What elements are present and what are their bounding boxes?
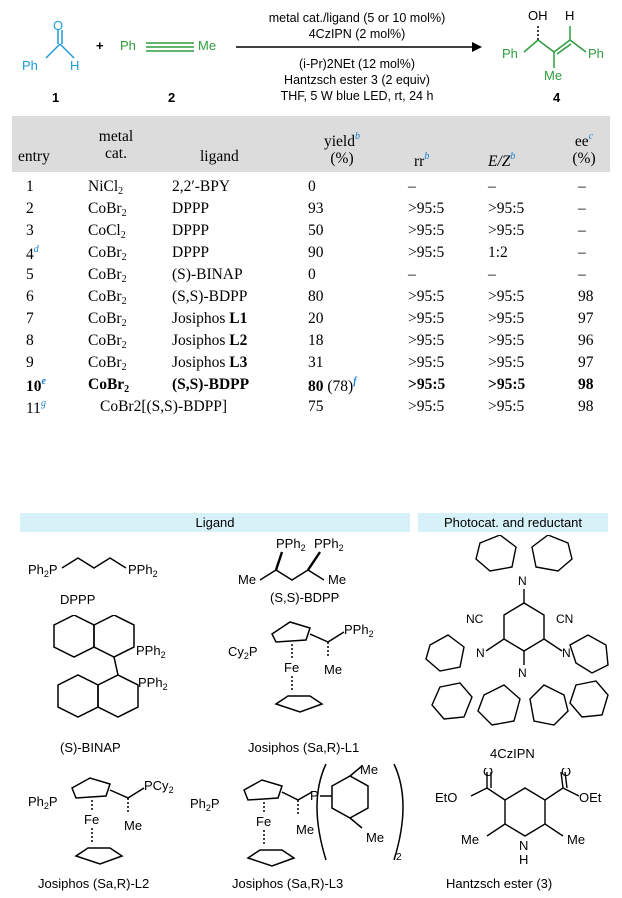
- cell-metal: CoBr$_2$: [88, 288, 127, 307]
- cell-ligand: DPPP: [172, 222, 210, 239]
- czipn-structure: [420, 535, 615, 745]
- cell-metal: CoBr2[(S,S)-BDPP]: [100, 398, 228, 415]
- svg-text:NC: NC: [466, 612, 484, 626]
- svg-text:Ph2P: $Ph_2P$: [28, 562, 58, 579]
- svg-text:Fe: Fe: [284, 660, 300, 675]
- cell-rr: >95:5: [408, 288, 445, 305]
- cell-yield: 90: [308, 244, 324, 261]
- header-metal: metal cat.: [98, 128, 134, 162]
- cell-ligand: (S,S)-BDPP: [172, 288, 248, 305]
- binap-structure: [28, 615, 198, 735]
- svg-text:Ph2P: $Ph_2P$: [28, 794, 58, 811]
- svg-text:CN: CN: [556, 612, 574, 626]
- cell-rr: >95:5: [408, 222, 445, 239]
- svg-text:Ph2P: $Ph_2P$: [190, 796, 220, 813]
- cell-ez: 1:2: [488, 244, 508, 261]
- svg-text:N: N: [518, 574, 527, 588]
- svg-text:O: O: [483, 768, 494, 779]
- cell-rr: –: [408, 178, 416, 195]
- cell-ez: >95:5: [488, 398, 525, 415]
- condition-line-1: metal cat./ligand (5 or 10 mol%): [268, 11, 446, 25]
- header-ez: $E/Z^b$: [488, 151, 516, 170]
- label-l3: Josiphos (Sa,R)-L3: [232, 876, 344, 891]
- cell-ez: >95:5: [488, 222, 525, 239]
- cell-metal: CoBr$_2$: [88, 332, 127, 351]
- cell-ez: >95:5: [488, 332, 525, 349]
- cell-metal: CoBr$_2$: [88, 354, 127, 373]
- cell-ligand: DPPP: [172, 244, 210, 261]
- svg-text:PPh2: PPh$_2$: [314, 536, 344, 553]
- table-row: [0, 310, 622, 332]
- table-row: [0, 222, 622, 244]
- table-row: [0, 266, 622, 288]
- reaction-arrow: [236, 40, 482, 54]
- cell-rr: >95:5: [408, 332, 445, 349]
- svg-text:PPh2: PPh$_2$: [136, 643, 166, 660]
- cell-ee: –: [578, 244, 586, 261]
- cell-ligand: Josiphos L2: [172, 332, 248, 349]
- cell-ee: 97: [578, 354, 594, 371]
- ligand-header: Ligand: [20, 513, 410, 532]
- cell-yield: 50: [308, 222, 324, 239]
- cell-ez: –: [488, 178, 496, 195]
- cell-ligand: (S)-BINAP: [172, 266, 243, 283]
- atom-ph-left: Ph: [502, 46, 518, 61]
- cell-yield: 0: [308, 266, 316, 283]
- header-ee: $ee^c$ (%): [572, 131, 596, 167]
- atom-me: Me: [198, 38, 217, 53]
- atom-o: O: [53, 18, 64, 33]
- cell-yield: 80 $(78)^f$: [308, 376, 357, 395]
- svg-text:PPh2: PPh$_2$: [128, 562, 158, 579]
- cell-metal: CoBr$_2$: [88, 376, 130, 395]
- cell-rr: >95:5: [408, 310, 445, 327]
- svg-text:EtO: EtO: [435, 790, 458, 805]
- svg-text:H: H: [519, 852, 529, 867]
- cell-metal: CoBr$_2$: [88, 266, 127, 285]
- svg-text:Fe: Fe: [256, 814, 272, 829]
- svg-text:Me: Me: [296, 822, 315, 837]
- cell-entry: 11$^g$: [26, 398, 46, 417]
- cell-ligand: (S,S)-BDPP: [172, 376, 250, 393]
- cell-rr: >95:5: [408, 376, 446, 393]
- cell-entry: 5: [26, 266, 34, 283]
- cell-ez: >95:5: [488, 200, 525, 217]
- svg-text:2: 2: [396, 852, 402, 863]
- cell-metal: CoCl$_2$: [88, 222, 126, 241]
- table-row: [0, 354, 622, 376]
- cell-entry: 9: [26, 354, 34, 371]
- svg-text:Cy2P: $Cy_2P$: [228, 644, 258, 661]
- hantzsch-ester-structure: [425, 768, 615, 873]
- cell-entry: 1: [26, 178, 34, 195]
- cell-entry: 6: [26, 288, 34, 305]
- svg-text:PPh2: PPh$_2$: [138, 675, 168, 692]
- label-hantzsch: Hantzsch ester (3): [446, 876, 553, 891]
- cell-yield: 75: [308, 398, 324, 415]
- svg-text:N: N: [562, 646, 571, 660]
- header-entry: entry: [18, 148, 50, 165]
- svg-text:Me: Me: [238, 572, 257, 587]
- cell-entry: 3: [26, 222, 34, 239]
- cell-rr: >95:5: [408, 354, 445, 371]
- josiphos-l3-structure: [190, 762, 415, 874]
- cell-ee: 98: [578, 376, 594, 393]
- compound-label-4: 4: [553, 90, 561, 105]
- svg-text:PCy2: PCy$_2$: [144, 778, 174, 795]
- label-binap: (S)-BINAP: [60, 740, 121, 755]
- cell-ee: 96: [578, 332, 594, 349]
- cell-ee: –: [578, 178, 586, 195]
- atom-oh: OH: [528, 8, 548, 23]
- cell-entry: 7: [26, 310, 34, 327]
- cell-metal: CoBr$_2$: [88, 200, 127, 219]
- cell-ee: 97: [578, 310, 594, 327]
- label-l1: Josiphos (Sa,R)-L1: [248, 740, 360, 755]
- svg-text:O: O: [561, 768, 572, 779]
- table-row: [0, 288, 622, 310]
- svg-text:PPh2: PPh$_2$: [276, 536, 306, 553]
- cell-entry: 10e: [26, 376, 46, 395]
- label-bdpp: (S,S)-BDPP: [270, 590, 340, 605]
- cell-yield: 93: [308, 200, 324, 217]
- cell-ee: 98: [578, 398, 594, 415]
- svg-text:Me: Me: [461, 832, 480, 847]
- cell-ee: –: [578, 200, 586, 217]
- header-rr: $rr^b$: [414, 151, 430, 170]
- cell-ligand: 2,2′-BPY: [172, 178, 231, 195]
- cell-yield: 18: [308, 332, 324, 349]
- svg-text:Me: Me: [360, 762, 379, 777]
- dppp-structure: [28, 548, 188, 588]
- svg-text:N: N: [476, 646, 485, 660]
- label-l2: Josiphos (Sa,R)-L2: [38, 876, 150, 891]
- atom-h: H: [70, 58, 80, 73]
- table-row: [0, 178, 622, 200]
- atom-me: Me: [544, 68, 563, 83]
- svg-text:Me: Me: [567, 832, 586, 847]
- cell-rr: –: [408, 266, 416, 283]
- cell-entry: 4$^d$: [26, 244, 39, 263]
- table-row: [0, 244, 622, 266]
- cell-metal: CoBr$_2$: [88, 244, 127, 263]
- cell-yield: 80: [308, 288, 324, 305]
- table-row: [0, 398, 622, 420]
- josiphos-l1-structure: [228, 612, 398, 732]
- svg-text:P: P: [310, 788, 319, 803]
- cell-ez: >95:5: [488, 376, 526, 393]
- atom-ph-right: Ph: [588, 46, 604, 61]
- josiphos-l2-structure: [28, 774, 203, 874]
- cell-rr: >95:5: [408, 200, 445, 217]
- header-yield: yield$^b$ (%): [324, 131, 360, 167]
- condition-line-3: (i-Pr)2NEt (12 mol%): [299, 57, 415, 71]
- atom-ph: Ph: [22, 58, 38, 73]
- condition-line-2: 4CzIPN (2 mol%): [308, 27, 406, 41]
- label-dppp: DPPP: [60, 592, 96, 607]
- svg-text:OEt: OEt: [579, 790, 602, 805]
- svg-text:Fe: Fe: [84, 812, 100, 827]
- cell-entry: 8: [26, 332, 34, 349]
- triple-bond: [144, 40, 196, 54]
- svg-text:PPh2: PPh$_2$: [344, 622, 374, 639]
- cell-rr: >95:5: [408, 398, 445, 415]
- cell-metal: NiCl$_2$: [88, 178, 124, 197]
- table-row: [0, 200, 622, 222]
- cell-ee: 98: [578, 288, 594, 305]
- cell-yield: 0: [308, 178, 316, 195]
- atom-h: H: [565, 8, 575, 23]
- cell-ez: >95:5: [488, 310, 525, 327]
- svg-text:Me: Me: [366, 830, 385, 845]
- cell-ee: –: [578, 266, 586, 283]
- svg-text:Me: Me: [324, 662, 343, 677]
- cell-ligand: Josiphos L1: [172, 310, 248, 327]
- atom-ph: Ph: [120, 38, 136, 53]
- photocat-header: Photocat. and reductant: [418, 513, 608, 532]
- cell-ligand: DPPP: [172, 200, 210, 217]
- condition-line-5: THF, 5 W blue LED, rt, 24 h: [280, 89, 434, 103]
- cell-metal: CoBr$_2$: [88, 310, 127, 329]
- cell-ez: >95:5: [488, 288, 525, 305]
- compound-label-1: 1: [52, 90, 60, 105]
- cell-ligand: Josiphos L3: [172, 354, 248, 371]
- bdpp-structure: [228, 534, 378, 592]
- compound-label-2: 2: [168, 90, 176, 105]
- condition-line-4: Hantzsch ester 3 (2 equiv): [284, 73, 430, 87]
- label-czipn: 4CzIPN: [490, 746, 535, 761]
- cell-yield: 31: [308, 354, 324, 371]
- table-row: [0, 332, 622, 354]
- svg-text:Me: Me: [328, 572, 347, 587]
- svg-text:N: N: [518, 666, 527, 680]
- cell-ee: –: [578, 222, 586, 239]
- header-ligand: ligand: [200, 148, 239, 165]
- svg-text:N: N: [519, 838, 529, 853]
- cell-rr: >95:5: [408, 244, 445, 261]
- plus-sign: +: [96, 38, 104, 53]
- table-row: [0, 376, 622, 398]
- svg-text:Me: Me: [124, 818, 143, 833]
- cell-yield: 20: [308, 310, 324, 327]
- cell-entry: 2: [26, 200, 34, 217]
- cell-ez: >95:5: [488, 354, 525, 371]
- cell-ez: –: [488, 266, 496, 283]
